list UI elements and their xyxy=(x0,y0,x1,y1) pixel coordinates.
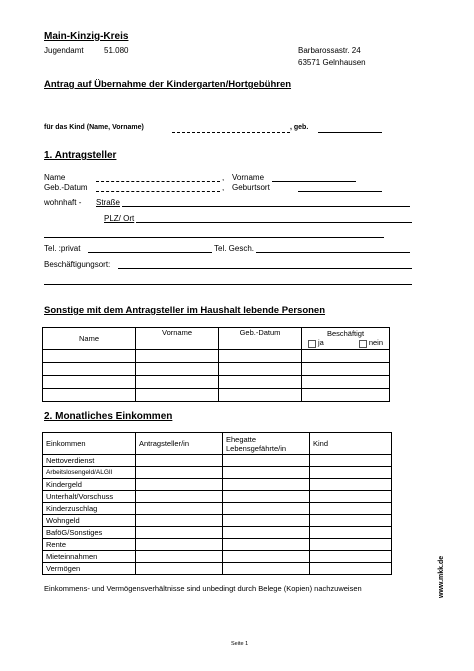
beschaeftigt-label: Beschäftigt xyxy=(326,329,365,339)
dept-name: Jugendamt xyxy=(44,46,84,55)
wohnhaft-label: wohnhaft - xyxy=(44,198,82,207)
table-row xyxy=(43,350,390,363)
col-antragsteller: Antragsteller/in xyxy=(136,433,223,455)
geb-datum-field[interactable] xyxy=(96,191,220,192)
address-street: Barbarossastr. 24 xyxy=(298,46,361,55)
income-note: Einkommens- und Vermögensverhältnisse sind unbedingt durch Belege (Kopien) nachzuweisen xyxy=(44,584,362,593)
vorname-field[interactable] xyxy=(272,181,356,182)
ja-label: ja xyxy=(318,338,324,348)
org-name: Main-Kinzig-Kreis xyxy=(44,31,129,42)
beschaeftigungsort-label: Beschäftigungsort: xyxy=(44,260,111,269)
table-row xyxy=(43,467,392,479)
nein-option[interactable] xyxy=(359,338,383,347)
row-label: Wohngeld xyxy=(43,515,136,527)
table-row xyxy=(43,551,392,563)
row-label: Unterhalt/Vorschuss xyxy=(43,491,136,503)
row-label: Kindergeld xyxy=(43,479,136,491)
income-table xyxy=(42,432,392,575)
tel-gesch-label: Tel. Gesch. xyxy=(214,244,255,253)
site-url: www.mkk.de xyxy=(438,555,445,598)
section2-heading: 2. Monatliches Einkommen xyxy=(44,411,173,422)
geb-datum-label: Geb.-Datum xyxy=(44,183,88,192)
tel-privat-label: Tel. :privat xyxy=(44,244,81,253)
row-label: Mieteinnahmen xyxy=(43,551,136,563)
col-kind: Kind xyxy=(310,433,392,455)
col-geb-datum: Geb.-Datum xyxy=(219,328,302,350)
child-label: für das Kind (Name, Vorname) xyxy=(44,124,144,131)
checkbox-icon xyxy=(359,340,367,348)
nein-label: nein xyxy=(368,338,383,348)
comma-2: , xyxy=(222,183,225,192)
vorname-label: Vorname xyxy=(232,173,265,182)
table-row xyxy=(43,376,390,389)
table-row xyxy=(43,527,392,539)
address-city: 63571 Gelnhausen xyxy=(298,58,366,67)
plz-ort-label: PLZ/ Ort xyxy=(104,214,135,223)
blank-line-1[interactable] xyxy=(44,237,384,238)
table-row xyxy=(43,389,390,402)
dept-code: 51.080 xyxy=(104,46,129,55)
col-einkommen: Einkommen xyxy=(43,433,136,455)
name-field[interactable] xyxy=(96,181,220,182)
tel-privat-field[interactable] xyxy=(88,252,212,253)
row-label: Arbeitslosengeld/ALGII xyxy=(43,467,136,479)
row-label: Vermögen xyxy=(43,563,136,575)
table-row xyxy=(43,363,390,376)
tel-gesch-field[interactable] xyxy=(256,252,410,253)
col-name: Name xyxy=(43,328,136,350)
geburtsort-label: Geburtsort xyxy=(232,183,270,192)
geburtsort-field[interactable] xyxy=(298,191,382,192)
strasse-label: Straße xyxy=(96,198,121,207)
child-name-field[interactable] xyxy=(172,132,290,133)
row-label: Rente xyxy=(43,539,136,551)
household-heading: Sonstige mit dem Antragsteller im Haushalt lebende Personen xyxy=(44,305,326,316)
name-label: Name xyxy=(44,173,66,182)
table-row xyxy=(43,455,392,467)
strasse-field[interactable] xyxy=(122,206,410,207)
plz-ort-field[interactable] xyxy=(136,222,412,223)
row-label: Kinderzuschlag xyxy=(43,503,136,515)
household-table xyxy=(42,327,390,402)
table-row xyxy=(43,563,392,575)
child-birthdate-field[interactable] xyxy=(318,132,382,133)
col-beschaeftigt xyxy=(302,328,390,350)
table-row xyxy=(43,503,392,515)
table-row xyxy=(43,539,392,551)
child-geb-label: , geb. xyxy=(290,124,309,131)
table-row xyxy=(43,479,392,491)
ja-option[interactable] xyxy=(308,338,324,347)
blank-line-2[interactable] xyxy=(44,284,412,285)
row-label: Nettoverdienst xyxy=(43,455,136,467)
comma-1: , xyxy=(222,173,225,182)
col-ehegatte: Ehegatte Lebensgefährte/in xyxy=(223,433,310,455)
col-vorname: Vorname xyxy=(136,328,219,350)
checkbox-icon xyxy=(308,340,316,348)
row-label: BaföG/Sonstiges xyxy=(43,527,136,539)
table-row xyxy=(43,491,392,503)
beschaeftigungsort-field[interactable] xyxy=(118,268,412,269)
table-row xyxy=(43,515,392,527)
section1-heading: 1. Antragsteller xyxy=(44,150,117,161)
form-title: Antrag auf Übernahme der Kindergarten/Hortgebühren xyxy=(44,79,292,90)
page-number: Seite 1 xyxy=(231,641,249,647)
